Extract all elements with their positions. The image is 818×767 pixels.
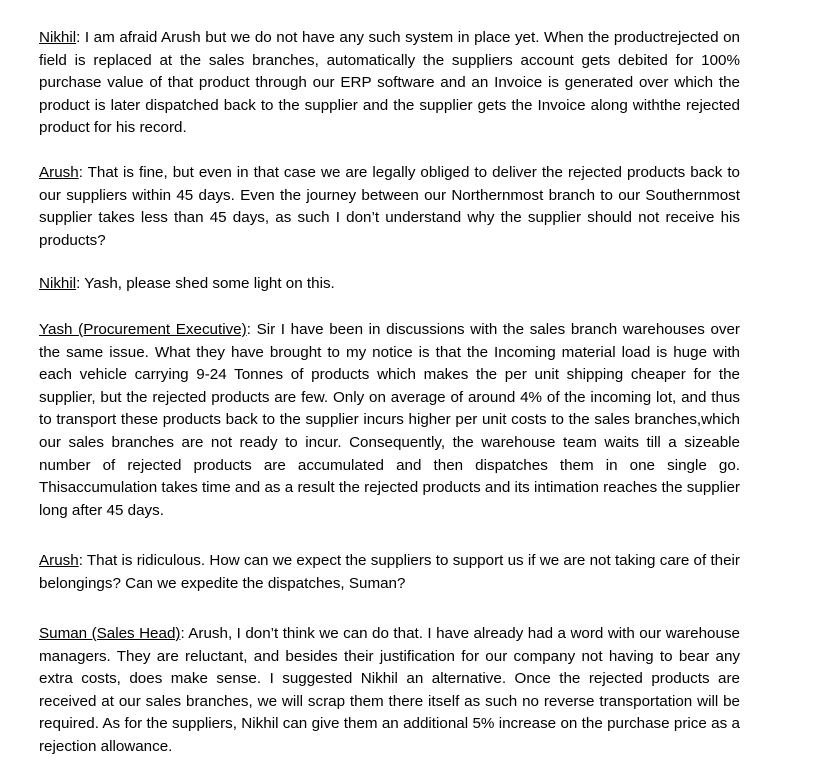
dialogue-paragraph: [39, 27, 740, 140]
dialogue-paragraph: [39, 162, 740, 252]
dialogue-text: : I am afraid Arush but we do not have any such system in place yet. When the productrejected on field is replaced at the sales branches, automatically the suppliers account gets debited for 100% purchase value of that product through our ERP software and an Invoice is generated over which the product is later dispatched back to the supplier and the supplier gets the Invoice along withthe rejected product for his record.: [39, 29, 740, 137]
speaker-name: Arush: [39, 552, 79, 569]
dialogue-paragraph: [39, 550, 740, 595]
dialogue-paragraph: [39, 273, 740, 296]
speaker-name: Suman (Sales Head): [39, 625, 181, 642]
speaker-name: Nikhil: [39, 275, 77, 292]
dialogue-text: : Sir I have been in discussions with the sales branch warehouses over the same issue. What they have brought to my notice is that the Incoming material load is huge with each vehicle carrying 9-24 Tonnes of products which makes the per unit shipping cheaper for the supplier, but the rejected products are few. Only on average of around 4% of the incoming lot, and thus to transport these products back to the supplier incurs higher per unit costs to the sales branches,which our sales branches are not ready to incur. Consequently, the warehouse team waits till a sizeable number of rejected products are accumulated and then dispatches them in one single go. Thisaccumulation takes time and as a result the rejected products and its intimation reaches the supplier long after 45 days.: [39, 321, 740, 519]
dialogue-text: : Yash, please shed some light on this.: [76, 275, 335, 292]
speaker-name: Arush: [39, 164, 79, 181]
speaker-name: Nikhil: [39, 29, 77, 46]
dialogue-text: : Arush, I don’t think we can do that. I have already had a word with our warehouse managers. They are reluctant, and besides their justification for our company not having to bear any extra costs, does make sense. I suggested Nikhil an alternative. Once the rejected products are received at our sales branches, we will scrap them there itself as such no reverse transportation will be required. As for the suppliers, Nikhil can give them an additional 5% increase on the purchase price as a rejection allowance.: [39, 625, 740, 755]
dialogue-text: : That is ridiculous. How can we expect the suppliers to support us if we are not taking care of their belongings? Can we expedite the dispatches, Suman?: [39, 552, 740, 592]
speaker-name: Yash (Procurement Executive): [39, 321, 247, 338]
dialogue-text: : That is fine, but even in that case we are legally obliged to deliver the rejected products back to our suppliers within 45 days. Even the journey between our Northernmost branch to our Southernmost supplier takes less than 45 days, as such I don’t understand why the supplier should not receive his products?: [39, 164, 740, 249]
dialogue-paragraph: [39, 319, 740, 522]
dialogue-paragraph: [39, 623, 740, 759]
